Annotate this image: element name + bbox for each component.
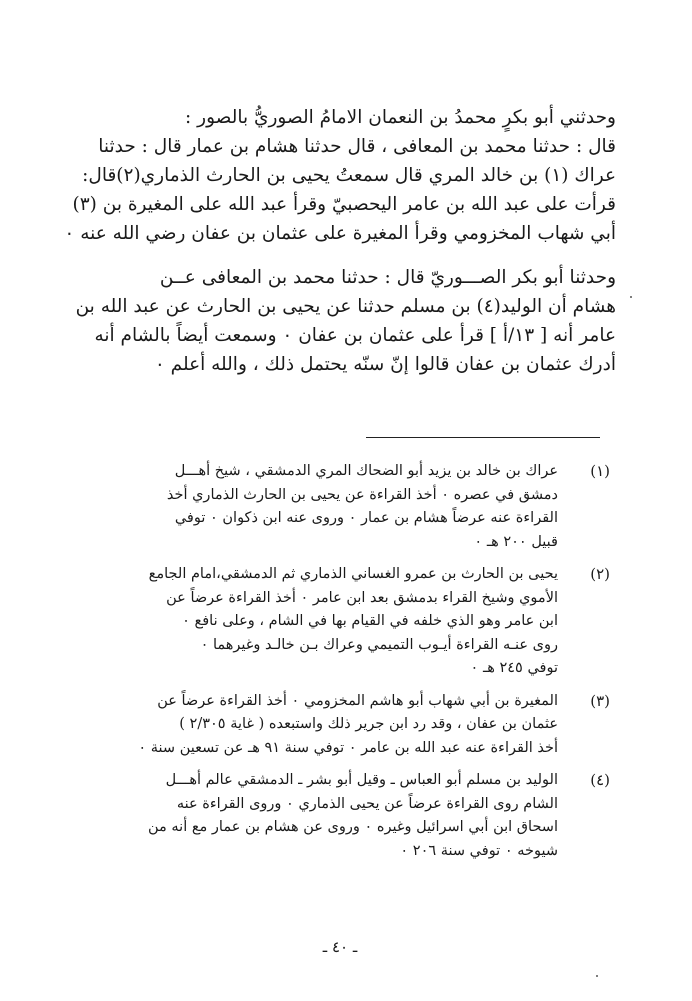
scan-speck — [630, 296, 632, 298]
footnote-line: الشام روى القراءة عرضاً عن يحيى الذماري ٠ وروى القراءة عنه — [176, 795, 558, 812]
footnote-line: عثمان بن عفان ، وقد رد ابن جرير ذلك واستبعده ( غاية ٢/٣٠٥ ) — [179, 716, 558, 732]
footnote-line: توفي ٢٤٥ هـ ٠ — [470, 660, 558, 676]
footnote-line: اسحاق ابن أبي اسرائيل وغيره ٠ وروى عن هشام بن عمار مع أنه من — [147, 819, 558, 835]
footnote-number: (٤) — [590, 771, 610, 789]
footnote-1 — [88, 460, 610, 554]
footnote-line: عراك بن خالد بن يزيد أبو الضحاك المري الدمشقي ، شيخ أهـــل — [174, 463, 558, 479]
paragraph-1 — [64, 103, 616, 248]
paragraph-2 — [75, 263, 616, 379]
footnote-line: أخذ القراءة عنه عبد الله بن عامر ٠ توفي سنة ٩١ هـ عن تسعين سنة ٠ — [138, 739, 558, 756]
text-line: قرأت على عبد الله بن عامر اليحصبيّ وقرأ عبد الله على المغيرة بن (٣) — [72, 194, 616, 215]
text-line: هشام أن الوليد(٤) بن مسلم حدثنا عن يحيى بن الحارث عن عبد الله بن — [75, 296, 616, 317]
footnotes — [88, 460, 610, 872]
footnote-3 — [88, 690, 610, 761]
text-line: أدرك عثمان بن عفان قالوا إنّ سنّه يحتمل ذلك ، والله أعلم ٠ — [154, 354, 616, 375]
footnote-line: القراءة عنه عرضاً هشام بن عمار ٠ وروى عنه ابن ذكوان ٠ توفي — [174, 510, 558, 526]
text-line: وحدثني أبو بكرٍ محمدُ بن النعمان الامامُ الصوريُّ بالصور : — [185, 107, 616, 128]
footnote-number: (١) — [590, 462, 610, 480]
footnote-line: المغيرة بن أبي شهاب أبو هاشم المخزومي ٠ أخذ القراءة عرضاً عن — [157, 692, 558, 709]
footnote-line: يحيى بن الحارث بن عمرو الغساني الذماري ثم الدمشقي،امام الجامع — [148, 566, 558, 582]
footnote-number: (٢) — [590, 565, 610, 583]
text-line: قال : حدثنا محمد بن المعافى ، قال حدثنا هشام بن عمار قال : حدثنا — [98, 136, 616, 157]
footnote-line: الوليد بن مسلم أبو العباس ـ وقيل أبو بشر ـ الدمشقي عالم أهـــل — [165, 772, 558, 788]
footnote-line: روى عنـه القراءة أيـوب التميمي وعراك بـن خالـد وغيرهما ٠ — [200, 636, 558, 653]
footnote-line: الأموي وشيخ القراء بدمشق بعد ابن عامر ٠ أخذ القراءة عرضاً عن — [166, 589, 558, 606]
main-text — [64, 103, 616, 379]
text-line: وحدثنا أبو بكر الصـــوريّ قال : حدثنا محمد بن المعافى عــن — [159, 267, 616, 288]
footnote-line: دمشق في عصره ٠ أخذ القراءة عن يحيى بن الحارث الذماري أخذ — [166, 486, 558, 503]
scan-speck — [596, 975, 598, 977]
footnote-number: (٣) — [590, 691, 610, 710]
page-number: ـ ٤٠ ـ — [322, 938, 358, 956]
footnote-line: قبيل ٢٠٠ هـ ٠ — [474, 533, 558, 550]
text-line: عامر أنه [ ١٣/أ ] قرأ على عثمان بن عفان ٠ وسمعت أيضاً بالشام أنه — [94, 325, 616, 346]
footnote-separator — [366, 437, 600, 438]
text-line: أبي شهاب المخزومي وقرأ المغيرة على عثمان بن عفان رضي الله عنه ٠ — [64, 223, 616, 244]
footnote-4 — [88, 769, 610, 863]
footnote-line: ابن عامر وهو الذي خلفه في القيام بها في الشام ، وعلى نافع ٠ — [182, 613, 558, 629]
text-line: عراك (١) بن خالد المري قال سمعتُ يحيى بن الحارث الذماري(٢)قال: — [82, 165, 616, 186]
footnote-2 — [88, 563, 610, 681]
footnote-line: شيوخه ٠ توفي سنة ٢٠٦ ٠ — [400, 842, 558, 859]
paragraph-gap — [88, 248, 616, 263]
